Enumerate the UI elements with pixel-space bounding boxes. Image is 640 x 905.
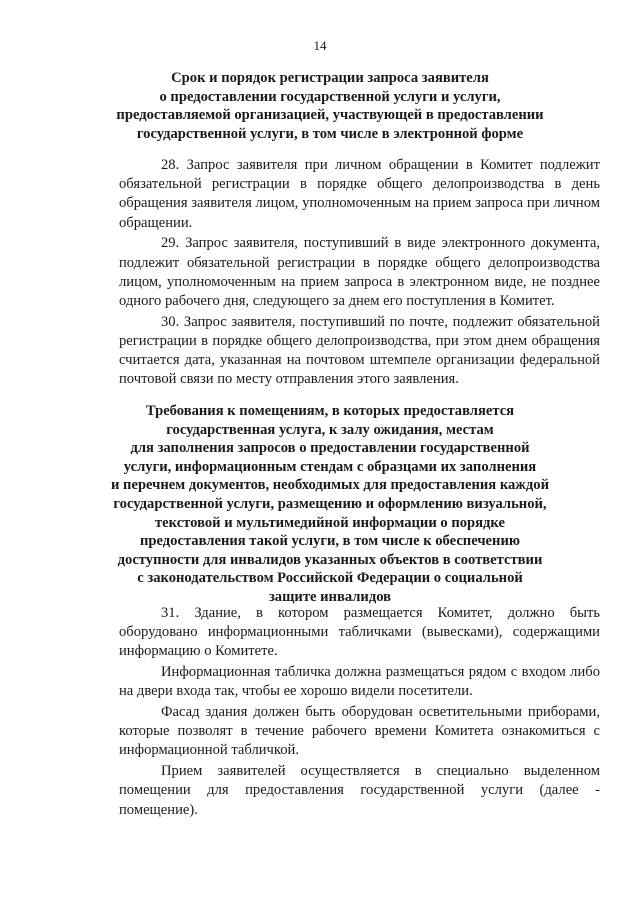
premises-paragraphs — [119, 604, 600, 821]
paragraph-31: 31. Здание, в котором размещается Комитет, должно быть оборудовано информационными табличками (вывесками), содержащими информацию о Комитете. — [119, 605, 600, 660]
heading-line: текстовой и мультимедийной информации о порядке — [155, 514, 505, 531]
paragraph-28: 28. Запрос заявителя при личном обращении в Комитет подлежит обязательной регистрации в порядке общего делопроизводства в день обращения заявителя лицом, уполномоченным на прием запроса при личном обращении. — [119, 157, 600, 231]
registration-paragraphs — [119, 156, 600, 391]
heading-line: для заполнения запросов о предоставлении государственной — [130, 440, 530, 457]
heading-line: доступности для инвалидов указанных объектов в соответствии — [117, 551, 543, 568]
paragraph-facade-lighting: Фасад здания должен быть оборудован осветительными приборами, которые позволят в течение рабочего времени Комитета ознакомиться с информационной табличкой. — [119, 704, 600, 759]
heading-line: Требования к помещениям, в которых предоставляется — [145, 403, 515, 419]
section-heading-premises — [110, 402, 550, 607]
heading-line: Срок и порядок регистрации запроса заявителя — [171, 70, 489, 86]
heading-line: государственная услуга, к залу ожидания, местам — [166, 421, 494, 438]
heading-line: защите инвалидов — [268, 588, 392, 605]
page-number: 14 — [313, 38, 327, 53]
heading-line: с законодательством Российской Федерации о социальной — [137, 570, 523, 587]
section-heading-registration — [110, 69, 550, 143]
heading-line: предоставляемой организацией, участвующей в предоставлении — [116, 107, 544, 124]
heading-line: предоставления такой услуги, в том числе к обеспечению — [139, 533, 520, 550]
paragraph-29: 29. Запрос заявителя, поступивший в виде электронного документа, подлежит обязательной регистрации в порядке общего делопроизводства лицом, уполномоченным на прием запроса в электронном виде, не позднее одного рабочего дня, следующего за днем его поступления в Комитет. — [119, 235, 600, 309]
paragraph-sign-placement: Информационная табличка должна размещаться рядом с входом либо на двери входа так, чтобы ее хорошо видели посетители. — [119, 664, 600, 700]
paragraph-30: 30. Запрос заявителя, поступивший по почте, подлежит обязательной регистрации в порядке общего делопроизводства, при этом днем обращения считается дата, указанная на почтовом штемпеле организации федеральной почтовой связи по месту отправления этого заявления. — [119, 313, 600, 388]
heading-line: о предоставлении государственной услуги и услуги, — [159, 88, 501, 105]
paragraph-reception-room: Прием заявителей осуществляется в специально выделенном помещении для предоставления государственной услуги (далее - помещение). — [119, 763, 600, 818]
heading-line: государственной услуги, размещению и оформлению визуальной, — [113, 495, 547, 512]
heading-line: государственной услуги, в том числе в электронной форме — [136, 125, 524, 142]
heading-line: услуги, информационным стендам с образцами их заполнения — [123, 458, 537, 475]
heading-line: и перечнем документов, необходимых для предоставления каждой — [111, 477, 549, 494]
